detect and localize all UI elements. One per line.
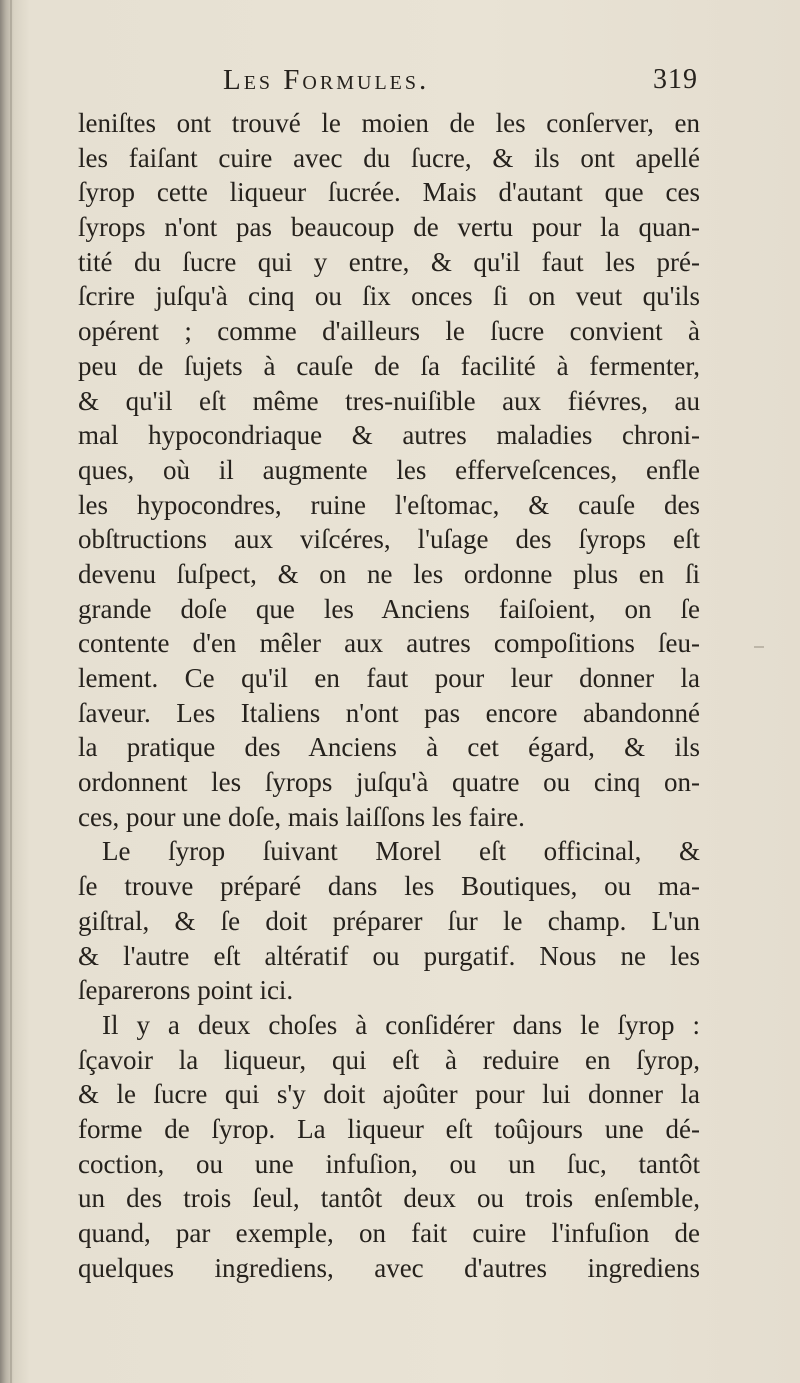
text-line: ſaveur. Les Italiens n'ont pas encore abandonné	[78, 697, 700, 728]
text-line: ſçavoir la liqueur, qui eſt à reduire en ſyrop,	[78, 1044, 700, 1075]
text-line: les faiſant cuire avec du ſucre, & ils ont apellé	[78, 142, 700, 173]
text-line: obſtructions aux viſcéres, l'uſage des ſyrops eſt	[78, 524, 700, 555]
text-line: tité du ſucre qui y entre, & qu'il faut les pré-	[78, 246, 700, 277]
text-line: giſtral, & ſe doit préparer ſur le champ. L'un	[78, 905, 700, 936]
text-line: ſe trouve préparé dans les Boutiques, ou ma-	[78, 871, 700, 902]
text-line: Il y a deux choſes à conſidérer dans le ſyrop :	[102, 1009, 700, 1040]
text-line: quelques ingrediens, avec d'autres ingrediens	[78, 1252, 700, 1283]
text-line: lement. Ce qu'il en faut pour leur donner la	[78, 663, 700, 693]
text-line: Le ſyrop ſuivant Morel eſt officinal, &	[102, 836, 700, 867]
text-line: ſyrop cette liqueur ſucrée. Mais d'autant que ces	[78, 177, 700, 208]
text-line: mal hypocondriaque & autres maladies chroni-	[78, 420, 700, 451]
running-title: Les Formules.	[223, 64, 430, 96]
text-line: ordonnent les ſyrops juſqu'à quatre ou cinq on-	[78, 767, 700, 798]
text-line: & qu'il eſt même tres-nuiſible aux fiévres, au	[78, 385, 700, 416]
text-line: la pratique des Anciens à cet égard, & ils	[78, 732, 700, 763]
text-line: leniſtes ont trouvé le moien de les conſerver, en	[78, 108, 700, 138]
page-number: 319	[653, 64, 698, 95]
text-line: contente d'en mêler aux autres compoſitions ſeu-	[78, 628, 700, 659]
text-line: ques, où il augmente les efferveſcences, enfle	[78, 454, 700, 485]
page-header	[78, 60, 700, 106]
text-line: grande doſe que les Anciens faiſoient, on ſe	[78, 593, 700, 624]
text-line: & le ſucre qui s'y doit ajoûter pour lui donner la	[78, 1079, 700, 1110]
text-line: devenu ſuſpect, & on ne les ordonne plus en ſi	[78, 558, 700, 589]
text-line: ces, pour une doſe, mais laiſſons les faire.	[78, 801, 525, 832]
page-text-block	[78, 60, 700, 1285]
text-line: les hypocondres, ruine l'eſtomac, & cauſe des	[78, 489, 700, 520]
text-line: un des trois ſeul, tantôt deux ou trois enſemble,	[78, 1183, 700, 1214]
text-line: ſyrops n'ont pas beaucoup de vertu pour la quan-	[78, 212, 700, 243]
margin-mark	[754, 646, 764, 648]
text-line: peu de ſujets à cauſe de ſa facilité à fermenter,	[78, 350, 700, 381]
text-line: opérent ; comme d'ailleurs le ſucre convient à	[78, 316, 700, 347]
text-line: ſeparerons point ici.	[78, 975, 294, 1006]
text-line: forme de ſyrop. La liqueur eſt toûjours une dé-	[78, 1113, 700, 1144]
text-line: ſcrire juſqu'à cinq ou ſix onces ſi on veut qu'ils	[78, 281, 700, 312]
page-gutter-edge	[10, 0, 12, 1383]
text-line: coction, ou une infuſion, ou un ſuc, tantôt	[78, 1148, 700, 1179]
text-line: & l'autre eſt altératif ou purgatif. Nous ne les	[78, 940, 700, 971]
body-text	[78, 106, 700, 1285]
text-line: quand, par exemple, on fait cuire l'infuſion de	[78, 1218, 700, 1248]
